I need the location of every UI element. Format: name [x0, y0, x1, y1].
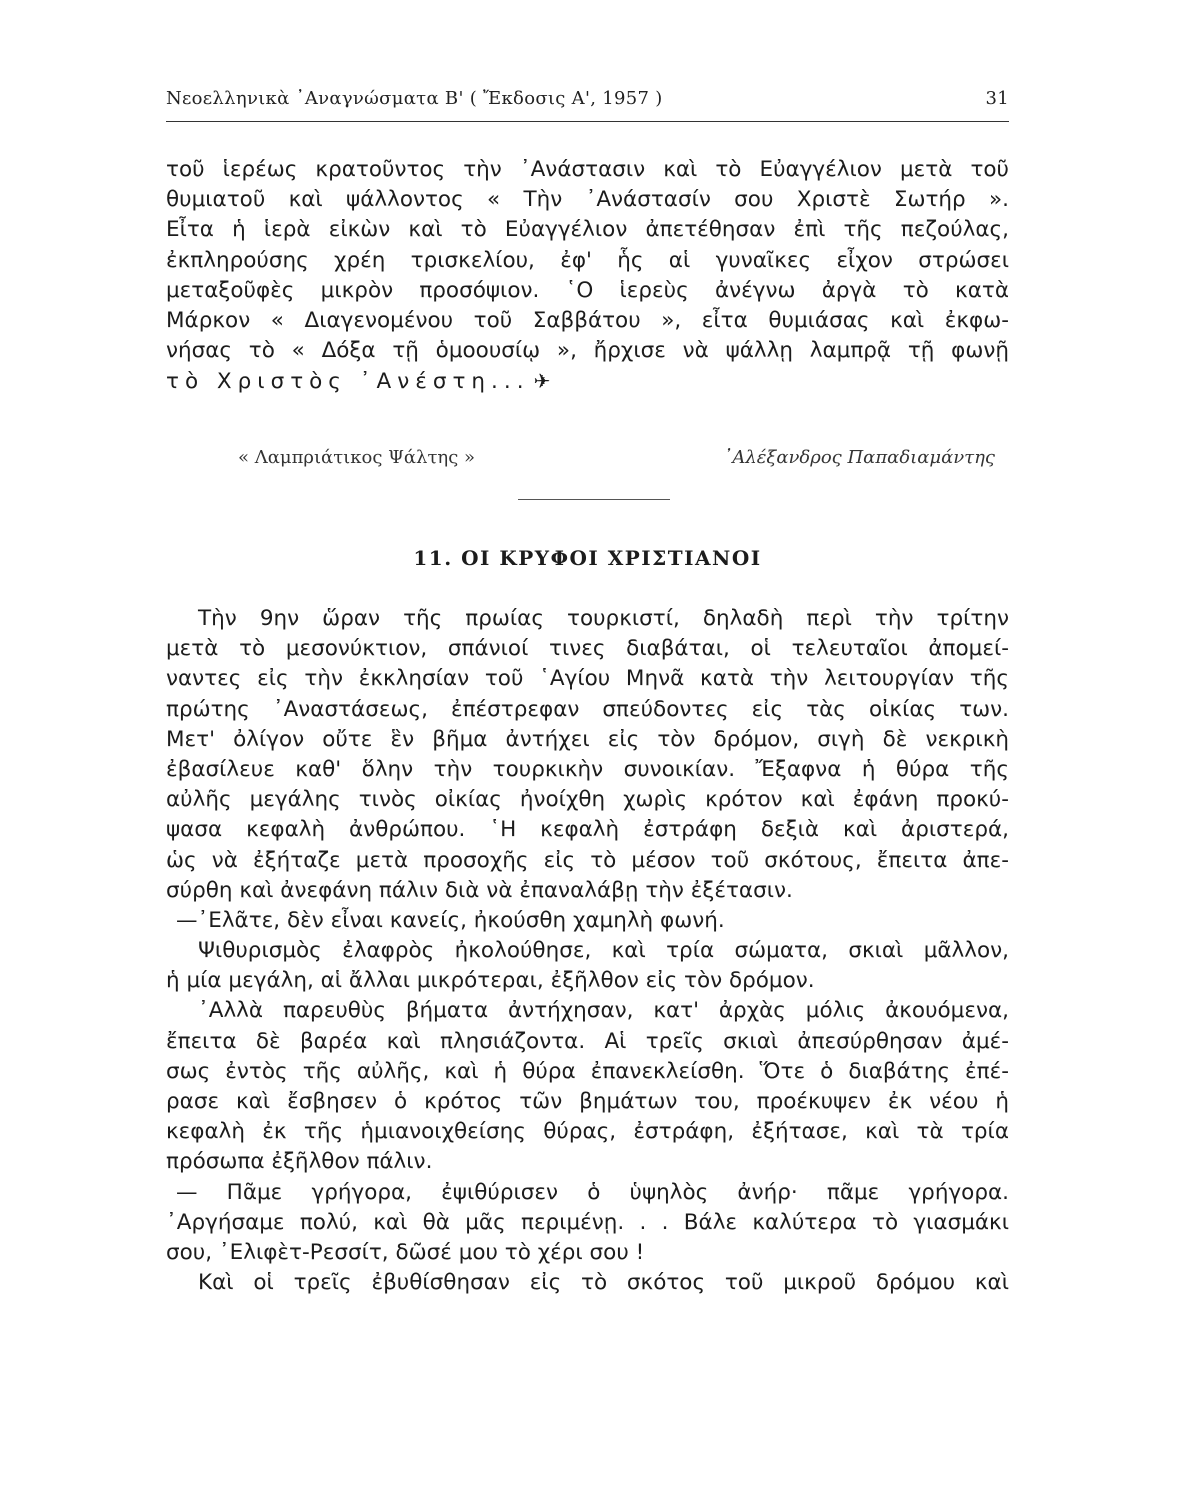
text-line: ψασα κεφαλὴ ἀνθρώπου. ῾Η κεφαλὴ ἐστράφη δεξιὰ καὶ ἀριστερά, [166, 817, 1009, 843]
text-line-final [166, 366, 1009, 396]
author-name: ᾿Αλέξανδρος Παπαδιαμάντης [723, 447, 995, 468]
text-line: ᾿Αργήσαμε πολύ, καὶ θὰ μᾶς περιμένῃ. . . Βάλε καλύτερα τὸ γιασμάκι [166, 1209, 1009, 1235]
text-line: ὡς νὰ ἐξήταζε μετὰ προσοχῆς εἰς τὸ μέσον τοῦ σκότους, ἔπειτα ἀπε- [166, 847, 1009, 873]
chapter-text [166, 604, 1009, 1298]
text-line: αὐλῆς μεγάλης τινὸς οἰκίας ἠνοίχθη χωρὶς κρότον καὶ ἐφάνη προκύ- [166, 787, 1009, 813]
page-number: 31 [985, 88, 1009, 109]
text-line: πρόσωπα ἐξῆλθον πάλιν. [166, 1149, 433, 1175]
source-work-title: « Λαμπριάτικος Ψάλτης » [238, 447, 476, 468]
text-line: σου, ᾿Ελιφὲτ-Ρεσσίτ, δῶσέ μου τὸ χέρι σου ! [166, 1239, 645, 1265]
attribution [166, 443, 1009, 473]
text-line: ναντες εἰς τὴν ἐκκλησίαν τοῦ ῾Αγίου Μηνᾶ κατὰ τὴν λειτουργίαν τῆς [166, 666, 1009, 692]
text-line: Εἶτα ἡ ἱερὰ εἰκὼν καὶ τὸ Εὐαγγέλιον ἀπετέθησαν ἐπὶ τῆς πεζούλας, [166, 217, 1009, 243]
text-line: νήσας τὸ « Δόξα τῇ ὁμοουσίῳ », ἤρχισε νὰ ψάλλῃ λαμπρᾷ τῇ φωνῇ [166, 338, 1009, 364]
running-header [166, 84, 1009, 114]
section-heading: 11. ΟΙ ΚΡΥΦΟΙ ΧΡΙΣΤΙΑΝΟΙ [413, 546, 762, 570]
text-line: Ψιθυρισμὸς ἐλαφρὸς ἠκολούθησε, καὶ τρία σώματα, σκιαὶ μᾶλλον, [198, 938, 1009, 964]
text-line: σύρθη καὶ ἀνεφάνη πάλιν διὰ νὰ ἐπαναλάβῃ τὴν ἐξέτασιν. [166, 877, 793, 903]
text-line: πρώτης ᾿Αναστάσεως, ἐπέστρεφαν σπεύδοντες εἰς τὰς οἰκίας των. [166, 696, 1009, 722]
text-line: ἐβασίλευε καθ' ὅλην τὴν τουρκικὴν συνοικίαν. Ἔξαφνα ἡ θύρα τῆς [166, 756, 1009, 782]
passage-continuation [166, 155, 1009, 397]
dialogue-line: — Πᾶμε γρήγορα, ἐψιθύρισεν ὁ ὑψηλὸς ἀνήρ· πᾶμε γρήγορα. [176, 1179, 1009, 1205]
text-line: ἐκπληρούσης χρέη τρισκελίου, ἐφ' ἧς αἱ γυναῖκες εἶχον στρώσει [166, 247, 1009, 273]
section-divider [518, 499, 670, 500]
closing-phrase: τὸ Χριστὸς ᾿Ανέστη... [166, 369, 530, 395]
text-line: ἡ μία μεγάλη, αἱ ἄλλαι μικρότεραι, ἐξῆλθον εἰς τὸν δρόμον. [166, 968, 815, 994]
text-line: Μάρκον « Διαγενομένου τοῦ Σαββάτου », εἶτα θυμιάσας καὶ ἐκφω- [166, 307, 1009, 333]
text-line: ἔπειτα δὲ βαρέα καὶ πλησιάζοντα. Αἱ τρεῖς σκιαὶ ἀπεσύρθησαν ἀμέ- [166, 1028, 1009, 1054]
text-line: μετὰ τὸ μεσονύκτιον, σπάνιοί τινες διαβάται, οἱ τελευταῖοι ἀπομεί- [166, 636, 1009, 662]
text-line: Μετ' ὀλίγον οὔτε ἓν βῆμα ἀντήχει εἰς τὸν δρόμον, σιγὴ δὲ νεκρικὴ [166, 726, 1009, 752]
header-rule [166, 121, 1009, 122]
text-line: Καὶ οἱ τρεῖς ἐβυθίσθησαν εἰς τὸ σκότος τοῦ μικροῦ δρόμου καὶ [198, 1270, 1009, 1296]
text-line: ᾿Αλλὰ παρευθὺς βήματα ἀντήχησαν, κατ' ἀρχὰς μόλις ἀκουόμενα, [198, 998, 1009, 1024]
text-line: σως ἐντὸς τῆς αὐλῆς, καὶ ἡ θύρα ἐπανεκλείσθη. Ὅτε ὁ διαβάτης ἐπέ- [166, 1058, 1009, 1084]
text-line: μεταξοῦφὲς μικρὸν προσόψιον. ῾Ο ἱερεὺς ἀνέγνω ἀργὰ τὸ κατὰ [166, 277, 1009, 303]
end-mark-icon: ✈ [533, 369, 551, 394]
dialogue-line: —᾿Ελᾶτε, δὲν εἶναι κανείς, ἠκούσθη χαμηλὴ φωνή. [176, 907, 725, 933]
text-line: Τὴν 9ην ὥραν τῆς πρωίας τουρκιστί, δηλαδὴ περὶ τὴν τρίτην [198, 606, 1009, 631]
running-title: Νεοελληνικὰ ᾿Αναγνώσματα Β' ( Ἔκδοσις Α', 1957 ) [166, 88, 663, 109]
text-line: τοῦ ἱερέως κρατοῦντος τὴν ᾿Ανάστασιν καὶ τὸ Εὐαγγέλιον μετὰ τοῦ [166, 157, 1009, 182]
text-line: κεφαλὴ ἐκ τῆς ἡμιανοιχθείσης θύρας, ἐστράφη, ἐξήτασε, καὶ τὰ τρία [166, 1119, 1009, 1145]
text-line: ρασε καὶ ἔσβησεν ὁ κρότος τῶν βημάτων του, προέκυψεν ἐκ νέου ἡ [166, 1089, 1009, 1114]
text-line: θυμιατοῦ καὶ ψάλλοντος « Τὴν ᾿Ανάστασίν σου Χριστὲ Σωτήρ ». [166, 187, 1009, 213]
